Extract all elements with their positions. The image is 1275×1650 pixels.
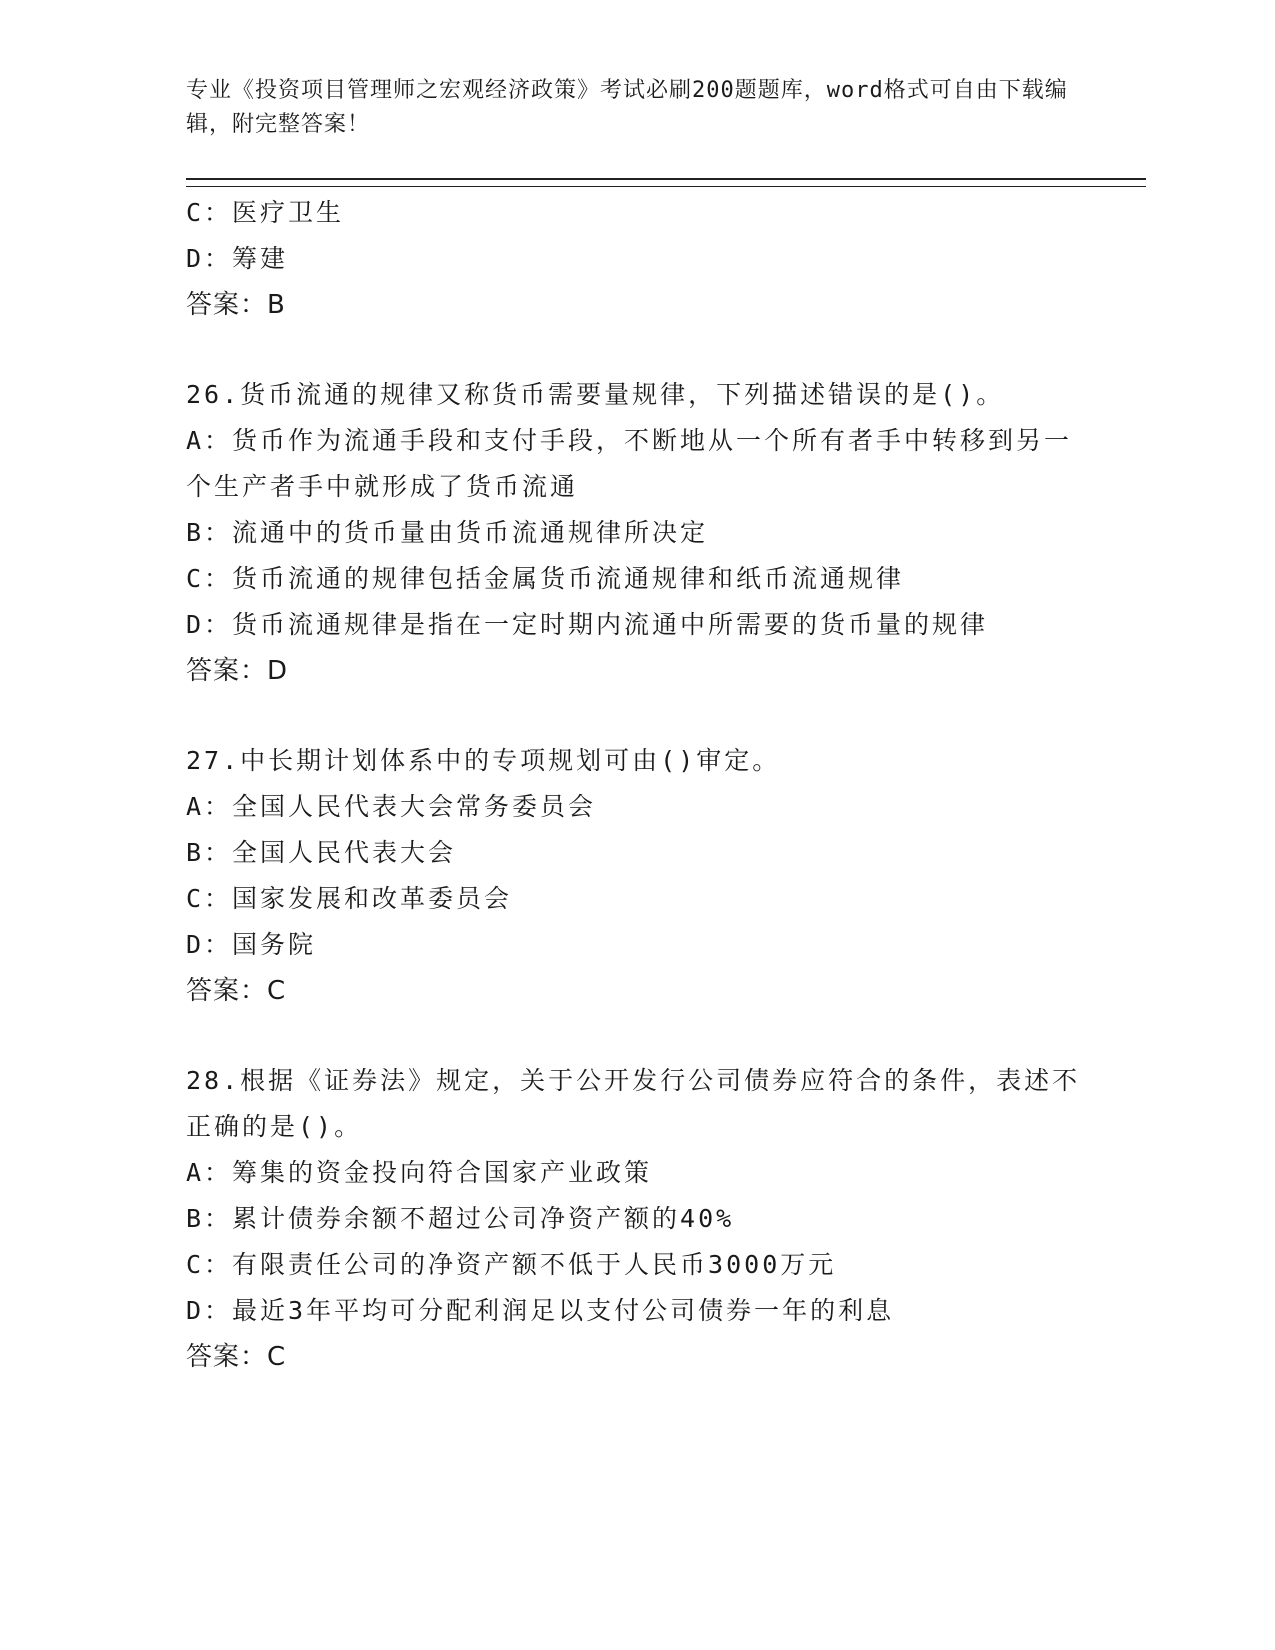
question-stem: 27.中长期计划体系中的专项规划可由()审定。 — [186, 746, 781, 775]
option-c: C：货币流通的规律包括金属货币流通规律和纸币流通规律 — [186, 564, 905, 593]
question-26 — [186, 372, 1086, 694]
option-d: D：货币流通规律是指在一定时期内流通中所需要的货币量的规律 — [186, 610, 989, 639]
option-d: D：筹建 — [186, 244, 289, 273]
option-a: A：全国人民代表大会常务委员会 — [186, 792, 597, 821]
option-b: B：累计债券余额不超过公司净资产额的40% — [186, 1204, 735, 1233]
question-28 — [186, 1058, 1086, 1380]
question-stem: 28.根据《证券法》规定，关于公开发行公司债券应符合的条件，表述不正确的是()。 — [186, 1066, 1081, 1141]
option-a: A：货币作为流通手段和支付手段，不断地从一个所有者手中转移到另一个生产者手中就形成了货币流通 — [186, 426, 1073, 501]
option-b: B：全国人民代表大会 — [186, 838, 457, 867]
header-divider — [186, 178, 1146, 187]
question-27 — [186, 738, 1086, 1014]
answer-line: 答案：C — [186, 976, 287, 1006]
option-d: D：国务院 — [186, 930, 317, 959]
option-c: C：医疗卫生 — [186, 198, 345, 227]
option-b: B：流通中的货币量由货币流通规律所决定 — [186, 518, 709, 547]
answer-line: 答案：D — [186, 656, 289, 686]
answer-line: 答案：C — [186, 1342, 287, 1372]
question-list — [186, 190, 1086, 1380]
option-a: A：筹集的资金投向符合国家产业政策 — [186, 1158, 653, 1187]
question-stem: 26.货币流通的规律又称货币需要量规律，下列描述错误的是()。 — [186, 380, 1005, 409]
document-header: 专业《投资项目管理师之宏观经济政策》考试必刷200题题库，word格式可自由下载编辑，附完整答案！ — [186, 78, 1068, 137]
option-c: C：有限责任公司的净资产额不低于人民币3000万元 — [186, 1250, 837, 1279]
option-d: D：最近3年平均可分配利润足以支付公司债券一年的利息 — [186, 1296, 895, 1325]
answer-line: 答案：B — [186, 290, 286, 320]
option-c: C：国家发展和改革委员会 — [186, 884, 513, 913]
